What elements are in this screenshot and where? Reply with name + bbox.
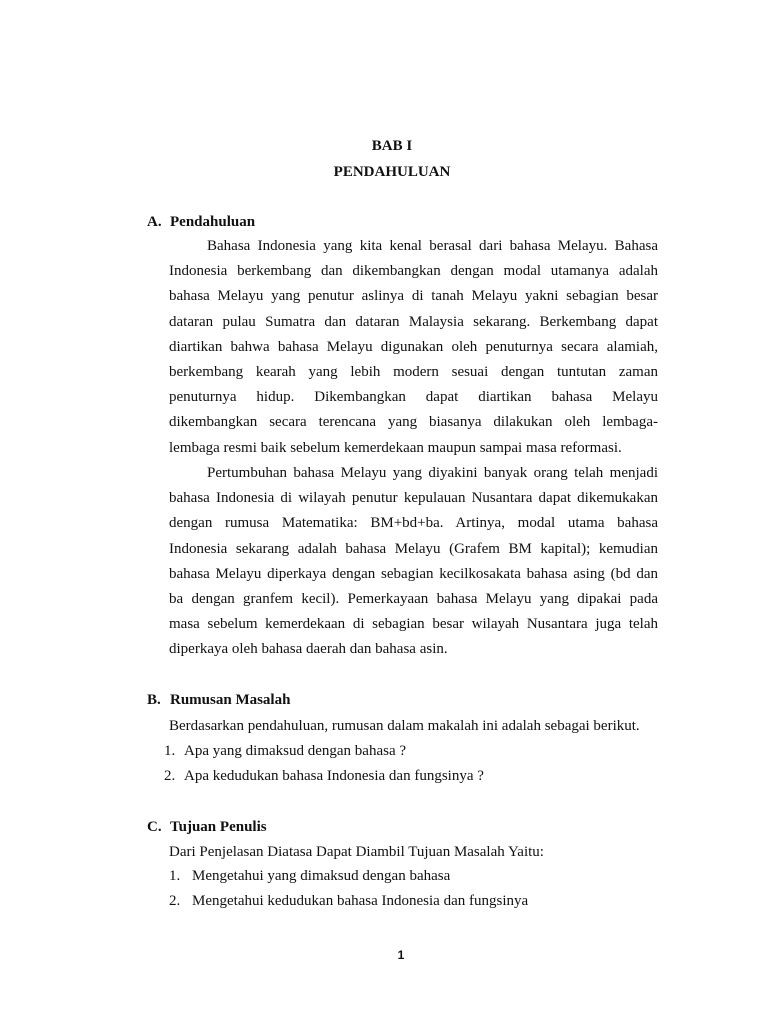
paragraph-line: Bahasa Indonesia yang kita kenal berasal dari bahasa Melayu. Bahasa xyxy=(207,238,658,254)
list-item-number: 2. xyxy=(169,893,181,909)
section-b-title: Rumusan Masalah xyxy=(170,692,291,708)
section-a-title: Pendahuluan xyxy=(170,214,256,230)
paragraph-line: diartikan bahwa bahasa Melayu digunakan oleh penuturnya secara alamiah, xyxy=(169,338,658,355)
list-item xyxy=(169,892,528,910)
page-number: 1 xyxy=(397,948,405,962)
section-b-heading xyxy=(147,691,290,709)
section-a-letter: A. xyxy=(147,214,162,230)
paragraph-line: Indonesia berkembang dan dikembangkan dengan modal utamanya adalah xyxy=(169,263,658,280)
paragraph-line: Indonesia sekarang adalah bahasa Melayu (Grafem BM kapital); kemudian xyxy=(169,540,658,557)
list-item xyxy=(164,742,406,760)
section-b-letter: B. xyxy=(147,692,161,708)
section-a-heading xyxy=(147,213,255,231)
paragraph-line: bahasa Melayu diperkaya dengan sebagian kecilkosakata bahasa asing (bd dan xyxy=(169,565,658,582)
paragraph-line: bahasa Indonesia di wilayah penutur kepulauan Nusantara dapat dikemukakan xyxy=(169,490,658,507)
section-c-heading xyxy=(147,818,267,836)
paragraph-line: masa sebelum kemerdekaan di sebagian besar wilayah Nusantara juga telah xyxy=(169,616,658,633)
paragraph-line: dataran pulau Sumatra dan dataran Malaysia sekarang. Berkembang dapat xyxy=(169,313,658,330)
paragraph-line: dikembangkan secara terencana yang biasanya dilakukan oleh lembaga- xyxy=(169,414,658,431)
section-a-paragraph-2 xyxy=(169,464,658,666)
chapter-title: PENDAHULUAN xyxy=(333,164,451,180)
list-item-number: 2. xyxy=(164,768,176,784)
section-c-title: Tujuan Penulis xyxy=(170,819,267,835)
section-c-intro: Dari Penjelasan Diatasa Dapat Diambil Tujuan Masalah Yaitu: xyxy=(169,844,544,860)
list-item-number: 1. xyxy=(164,743,176,759)
list-item xyxy=(164,767,484,785)
section-b-intro: Berdasarkan pendahuluan, rumusan dalam makalah ini adalah sebagai berikut. xyxy=(169,718,640,734)
list-item-number: 1. xyxy=(169,868,181,884)
paragraph-line: bahasa Melayu yang penutur aslinya di tanah Melayu yakni sebagian besar xyxy=(169,288,658,305)
section-a-paragraph-1 xyxy=(169,237,658,464)
paragraph-line: penuturnya hidup. Dikembangkan dapat diartikan bahasa Melayu xyxy=(169,389,658,406)
paragraph-line: berkembang kearah yang lebih modern sesuai dengan tuntutan zaman xyxy=(169,363,658,380)
list-item-text: Apa yang dimaksud dengan bahasa ? xyxy=(184,743,407,759)
paragraph-line: diperkaya oleh bahasa daerah dan bahasa asin. xyxy=(169,641,448,658)
paragraph-line: Pertumbuhan bahasa Melayu yang diyakini banyak orang telah menjadi xyxy=(207,465,658,481)
list-item-text: Apa kedudukan bahasa Indonesia dan fungsinya ? xyxy=(184,768,484,784)
chapter-label: BAB I xyxy=(371,138,413,154)
list-item xyxy=(169,867,450,885)
paragraph-line: dengan rumusa Matematika: BM+bd+ba. Artinya, modal utama bahasa xyxy=(169,515,658,532)
list-item-text: Mengetahui yang dimaksud dengan bahasa xyxy=(192,868,451,884)
list-item-text: Mengetahui kedudukan bahasa Indonesia dan fungsinya xyxy=(192,893,529,909)
section-c-letter: C. xyxy=(147,819,162,835)
paragraph-line: lembaga resmi baik sebelum kemerdekaan maupun sampai masa reformasi. xyxy=(169,439,622,456)
paragraph-line: ba dengan granfem kecil). Pemerkayaan bahasa Melayu yang dipakai pada xyxy=(169,590,658,607)
